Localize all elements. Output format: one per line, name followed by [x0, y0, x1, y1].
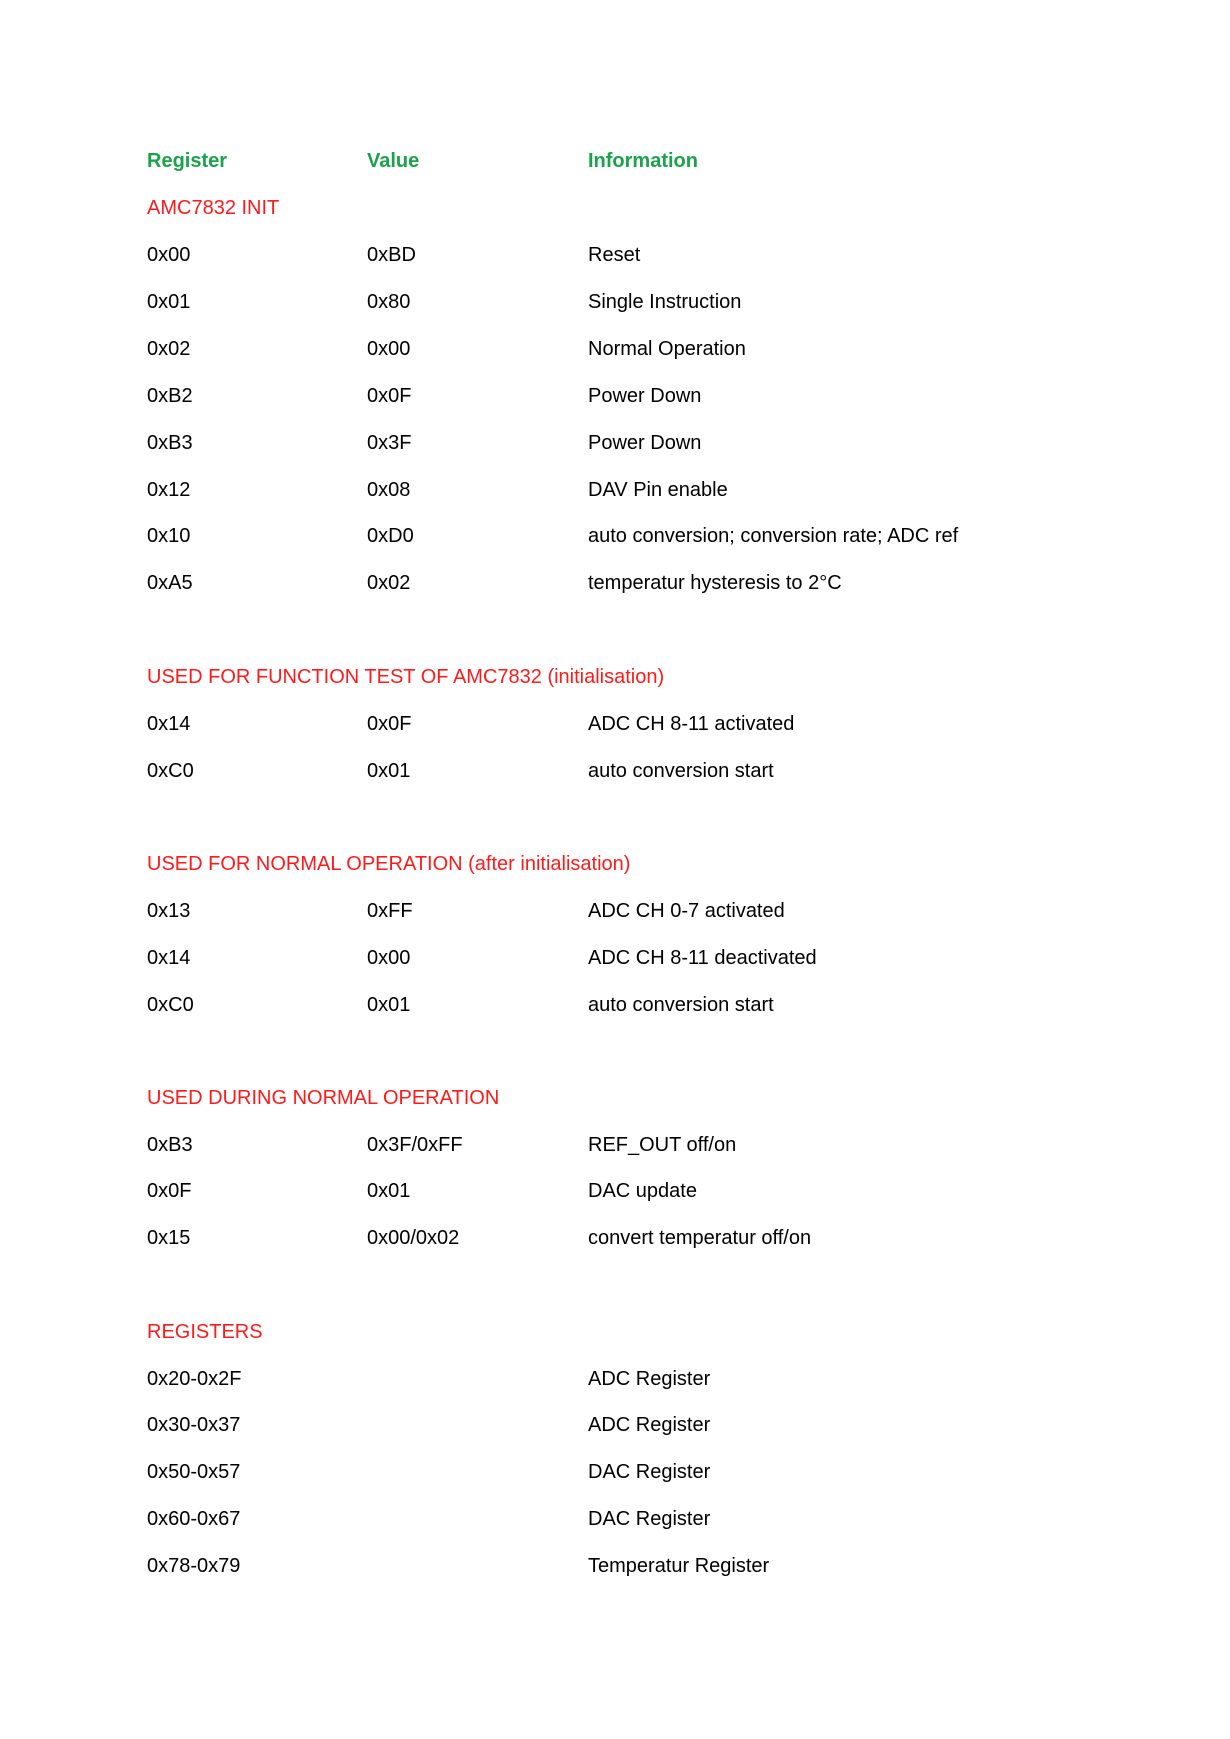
table-row — [0, 701, 1230, 747]
value-cell: 0x0F — [367, 713, 412, 735]
table-row — [0, 1496, 1230, 1542]
register-cell: 0x14 — [147, 713, 191, 735]
table-row — [0, 1402, 1230, 1448]
register-cell: 0x78-0x79 — [147, 1555, 241, 1577]
info-cell: temperatur hysteresis to 2°C — [588, 572, 842, 594]
register-cell: 0xB3 — [147, 432, 193, 454]
info-cell: Reset — [588, 244, 641, 266]
section-title-function-test: USED FOR FUNCTION TEST OF AMC7832 (initialisation) — [147, 666, 665, 688]
section-title-during-operation: USED DURING NORMAL OPERATION — [147, 1087, 500, 1109]
table-row — [0, 560, 1230, 606]
table-row — [0, 232, 1230, 278]
value-cell: 0x3F/0xFF — [367, 1134, 463, 1156]
register-cell: 0x12 — [147, 479, 191, 501]
table-row — [0, 279, 1230, 325]
table-row — [0, 982, 1230, 1028]
info-cell: auto conversion start — [588, 760, 774, 782]
info-cell: ADC CH 0-7 activated — [588, 900, 785, 922]
register-cell: 0x20-0x2F — [147, 1368, 242, 1390]
value-cell: 0x08 — [367, 479, 411, 501]
table-row — [0, 888, 1230, 934]
register-cell: 0x10 — [147, 525, 191, 547]
info-cell: ADC CH 8-11 activated — [588, 713, 795, 735]
register-cell: 0xA5 — [147, 572, 193, 594]
table-row — [0, 513, 1230, 559]
register-cell: 0x14 — [147, 947, 191, 969]
table-row — [0, 326, 1230, 372]
section-title-registers: REGISTERS — [147, 1321, 263, 1343]
register-cell: 0xC0 — [147, 760, 194, 782]
header-value: Value — [367, 150, 420, 172]
register-cell: 0x50-0x57 — [147, 1461, 241, 1483]
value-cell: 0x80 — [367, 291, 411, 313]
register-cell: 0xB2 — [147, 385, 193, 407]
header-register: Register — [147, 150, 228, 172]
register-cell: 0x30-0x37 — [147, 1414, 241, 1436]
info-cell: convert temperatur off/on — [588, 1227, 812, 1249]
info-cell: Power Down — [588, 385, 702, 407]
info-cell: REF_OUT off/on — [588, 1134, 737, 1156]
register-cell: 0xC0 — [147, 994, 194, 1016]
register-cell: 0x02 — [147, 338, 191, 360]
info-cell: ADC Register — [588, 1414, 711, 1436]
table-row — [0, 1215, 1230, 1261]
value-cell: 0x00/0x02 — [367, 1227, 460, 1249]
info-cell: auto conversion start — [588, 994, 774, 1016]
info-cell: DAV Pin enable — [588, 479, 728, 501]
table-row — [0, 420, 1230, 466]
table-row — [0, 1543, 1230, 1589]
value-cell: 0x0F — [367, 385, 412, 407]
section-title-init: AMC7832 INIT — [147, 197, 280, 219]
value-cell: 0x01 — [367, 1180, 411, 1202]
info-cell: DAC Register — [588, 1461, 711, 1483]
value-cell: 0xD0 — [367, 525, 414, 547]
register-cell: 0x15 — [147, 1227, 191, 1249]
register-cell: 0xB3 — [147, 1134, 193, 1156]
header-information: Information — [588, 150, 698, 172]
info-cell: Temperatur Register — [588, 1555, 770, 1577]
table-row — [0, 467, 1230, 513]
table-row — [0, 935, 1230, 981]
table-row — [0, 1168, 1230, 1214]
register-cell: 0x00 — [147, 244, 191, 266]
table-row — [0, 1122, 1230, 1168]
table-row — [0, 373, 1230, 419]
value-cell: 0x01 — [367, 994, 411, 1016]
value-cell: 0xFF — [367, 900, 413, 922]
info-cell: ADC Register — [588, 1368, 711, 1390]
info-cell: ADC CH 8-11 deactivated — [588, 947, 817, 969]
table-row — [0, 1449, 1230, 1495]
info-cell: DAC Register — [588, 1508, 711, 1530]
register-cell: 0x13 — [147, 900, 191, 922]
info-cell: Power Down — [588, 432, 702, 454]
info-cell: Normal Operation — [588, 338, 746, 360]
table-row — [0, 1356, 1230, 1402]
register-cell: 0x60-0x67 — [147, 1508, 241, 1530]
register-cell: 0x01 — [147, 291, 191, 313]
table-header — [0, 138, 1230, 184]
value-cell: 0x01 — [367, 760, 411, 782]
value-cell: 0x3F — [367, 432, 412, 454]
value-cell: 0x02 — [367, 572, 411, 594]
value-cell: 0xBD — [367, 244, 416, 266]
section-title-normal-operation: USED FOR NORMAL OPERATION (after initialisation) — [147, 853, 631, 875]
value-cell: 0x00 — [367, 338, 411, 360]
value-cell: 0x00 — [367, 947, 411, 969]
info-cell: auto conversion; conversion rate; ADC ref — [588, 525, 959, 547]
info-cell: Single Instruction — [588, 291, 742, 313]
info-cell: DAC update — [588, 1180, 697, 1202]
register-cell: 0x0F — [147, 1180, 192, 1202]
table-row — [0, 748, 1230, 794]
